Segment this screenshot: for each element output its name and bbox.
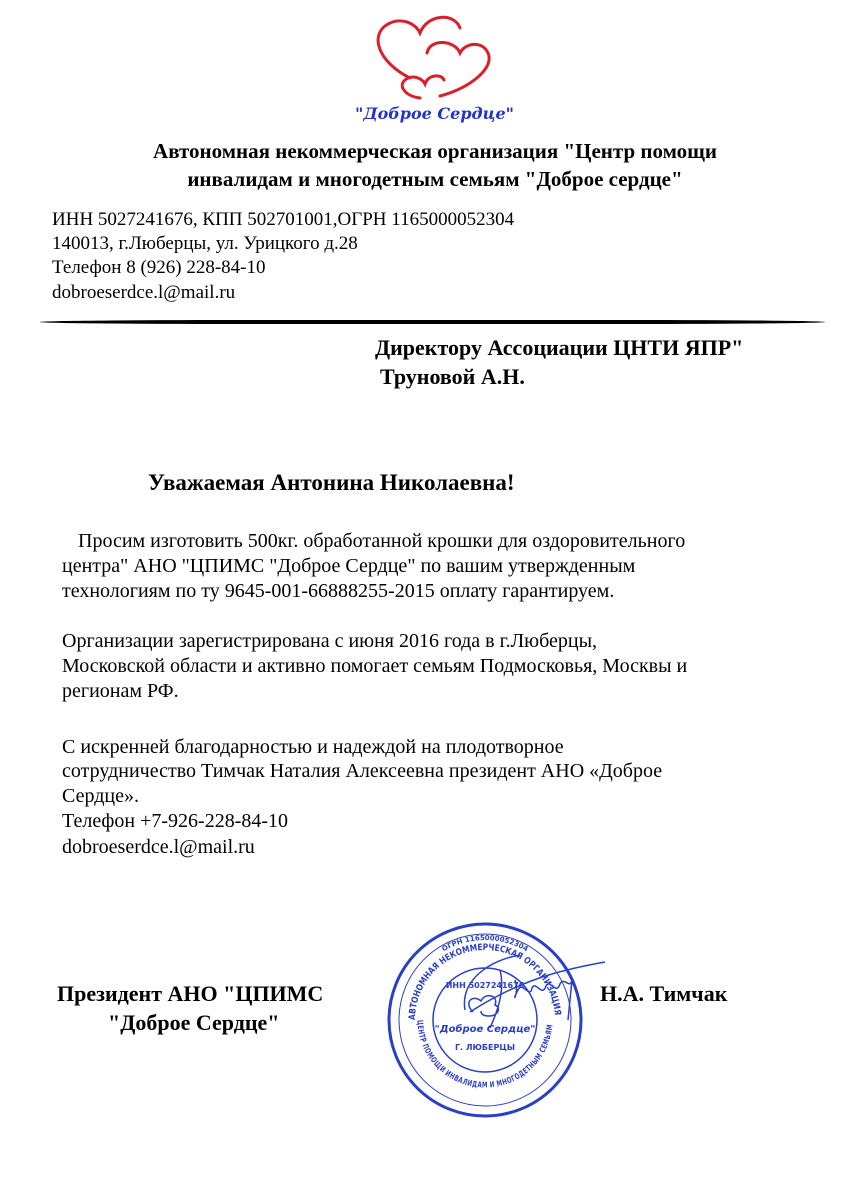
contact-email: dobroeserdce.l@mail.ru [62, 836, 255, 858]
header-divider [40, 320, 825, 324]
signatory-org: "Доброе Сердце" [108, 1010, 280, 1035]
body-line: Просим изготовить 500кг. обработанной крошки для оздоровительного [78, 530, 686, 552]
phone: Телефон 8 (926) 228-84-10 [52, 257, 266, 278]
stamp-center-text: "Доброе Сердце" [434, 1024, 536, 1035]
body-line: Московской области и активно помогает семьям Подмосковья, Москвы и [62, 655, 688, 677]
address: 140013, г.Люберцы, ул. Урицкого д.28 [52, 233, 358, 254]
handwritten-signature [460, 950, 610, 1030]
stamp-outer-text: АВТОНОМНАЯ НЕКОММЕРЧЕСКАЯ ОРГАНИЗАЦИЯ [407, 942, 563, 1021]
logo-text: "Доброе Сердце" [355, 104, 514, 123]
stamp-city: Г. ЛЮБЕРЦЫ [454, 1043, 516, 1052]
requisites: ИНН 5027241676, КПП 502701001,ОГРН 1165000052304 [52, 209, 515, 230]
body-line: сотрудничество Тимчак Наталия Алексеевна президент АНО «Доброе [62, 760, 663, 782]
body-line: регионам РФ. [62, 680, 179, 702]
greeting: Уважаемая Антонина Николаевна! [148, 470, 515, 495]
body-line: С искренней благодарностью и надеждой на плодотворное [62, 736, 564, 758]
body-line: Организации зарегистрирована с июня 2016 года в г.Люберцы, [62, 630, 598, 652]
email: dobroeserdce.l@mail.ru [52, 282, 236, 303]
stamp-inn: ИНН 5027241676 [445, 981, 525, 990]
addressee-line1: Директору Ассоциации ЦНТИ ЯПР" [375, 335, 744, 360]
body-line: Сердце». [62, 785, 139, 807]
signatory-name: Н.А. Тимчак [600, 981, 728, 1006]
body-line: центра" АНО "ЦПИМС "Доброе Сердце" по вашим утвержденным [62, 555, 636, 577]
hearts-logo-icon [370, 8, 510, 108]
contact-phone: Телефон +7-926-228-84-10 [62, 810, 289, 832]
stamp-ogrn: ОГРН 1165000052304 [440, 933, 530, 954]
signatory-title: Президент АНО "ЦПИМС [57, 981, 324, 1006]
org-title-line1: Автономная некоммерческая организация "Центр помощи [153, 139, 717, 163]
stamp-inner-text: ЦЕНТР ПОМОЩИ ИНВАЛИДАМ И МНОГОДЕТНЫМ СЕМЬЯМ [415, 1019, 555, 1090]
body-line: технологиям по ту 9645-001-66888255-2015 оплату гарантируем. [62, 580, 615, 602]
addressee-line2: Труновой А.Н. [380, 364, 525, 389]
org-title-line2: инвалидам и многодетным семьям "Доброе сердце" [187, 167, 683, 191]
